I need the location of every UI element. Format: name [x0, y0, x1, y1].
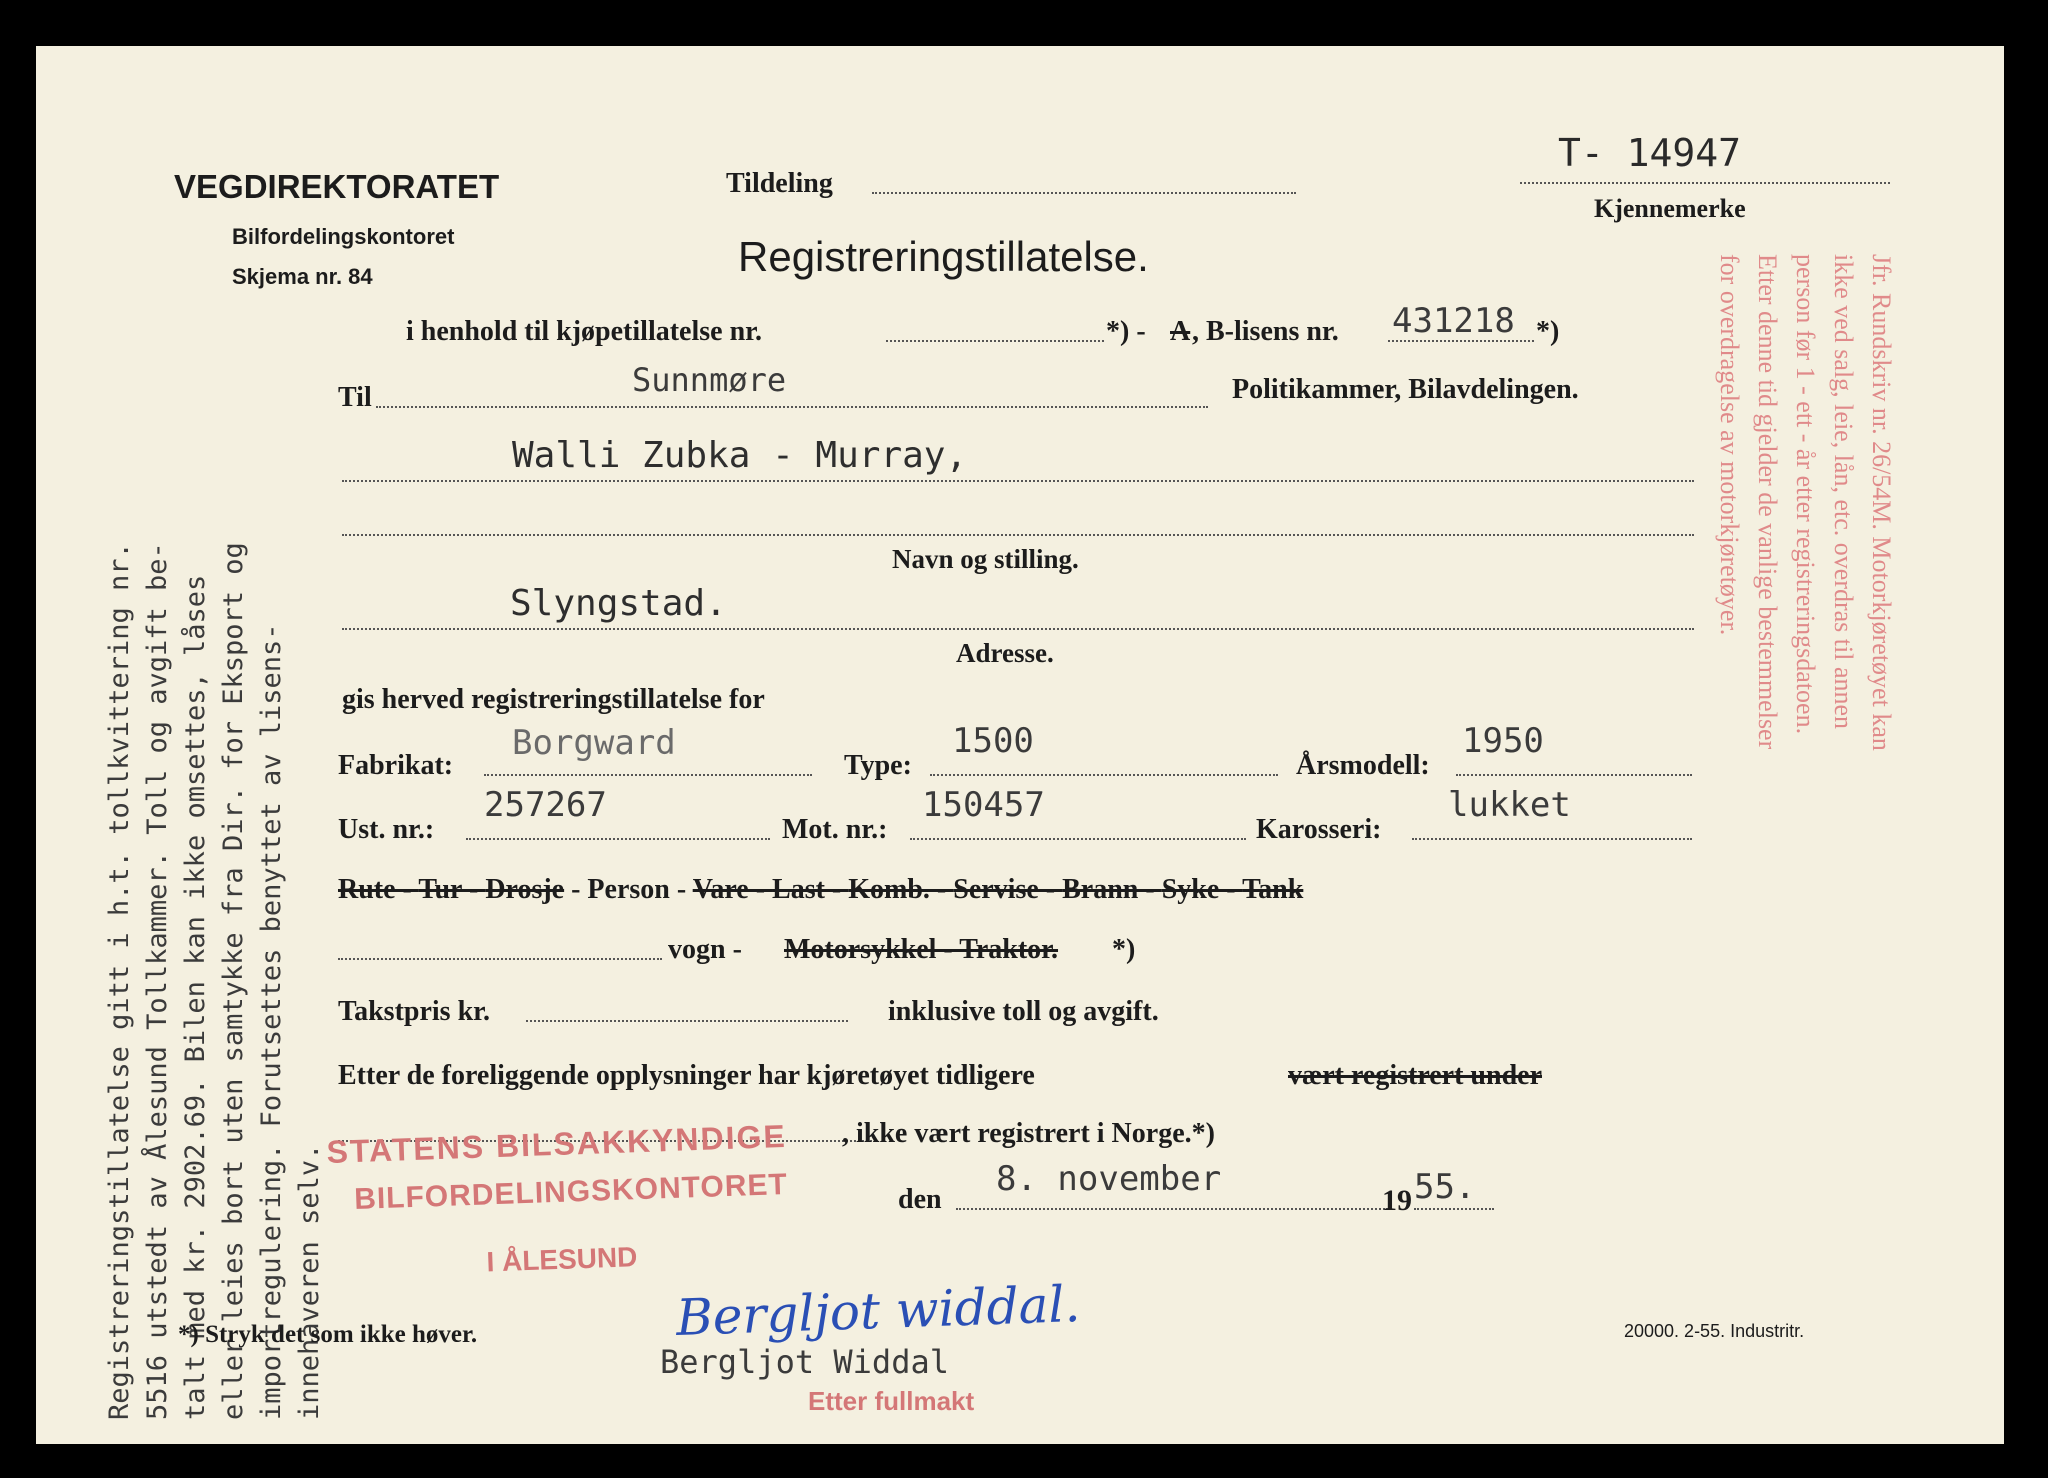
- den-label: den: [898, 1184, 942, 1215]
- left-note-line-3: talt med kr. 2902.69. Bilen kan ikke omsettes, låses: [180, 574, 211, 1420]
- type-value: 1500: [952, 721, 1034, 761]
- category-drosje: Drosje: [485, 874, 565, 905]
- left-note-line-5: importregulering. Forutsettes benyttet av lisens-: [256, 623, 287, 1420]
- right-note-line-2: ikke ved salg, leie, lån, etc. overdras til annen: [1829, 254, 1858, 730]
- kjennemerke-label: Kjennemerke: [1594, 194, 1746, 223]
- footnote: *) Stryk det som ikke høver.: [178, 1321, 478, 1348]
- schema-number: Skjema nr. 84: [232, 264, 373, 289]
- right-note-line-1: Jfr. Rundskriv nr. 26/54M. Motorkjøretøyet kan: [1867, 254, 1896, 751]
- stamp-line-3: I ÅLESUND: [485, 1241, 638, 1278]
- vogn-end: *): [1112, 934, 1136, 965]
- print-info: 20000. 2-55. Industritr.: [1624, 1321, 1805, 1341]
- category-komb: Komb. -: [848, 874, 954, 905]
- category-person: - Person -: [564, 874, 693, 905]
- line1-sep: *) -: [1106, 316, 1146, 347]
- vogn-label: vogn -: [668, 934, 742, 965]
- right-note-line-4: Etter denne tid gjelder de vanlige bestemmelser: [1753, 254, 1782, 750]
- category-servise: Servise -: [953, 874, 1063, 905]
- stamp-line-2: BILFORDELINGSKONTORET: [353, 1167, 789, 1217]
- til-value: Sunnmøre: [632, 361, 787, 399]
- tildeling-line: [872, 192, 1296, 194]
- category-tank: Tank: [1242, 874, 1304, 905]
- b-lisens-value: 431218: [1392, 301, 1515, 341]
- category-brann: Brann -: [1062, 874, 1162, 905]
- arsmodell-label: Årsmodell:: [1296, 750, 1430, 781]
- category-last: Last -: [772, 874, 849, 905]
- date-value: 8. november: [996, 1159, 1222, 1199]
- arsmodell-line: [1456, 774, 1692, 776]
- year-prefix: 19: [1382, 1184, 1412, 1217]
- left-note-line-1: Registreringstillatelse gitt i h.t. tollkvittering nr.: [104, 542, 135, 1420]
- registration-number: T- 14947: [1558, 131, 1742, 175]
- name-line-1: [342, 480, 1694, 482]
- mot-label: Mot. nr.:: [782, 814, 888, 845]
- fabrikat-label: Fabrikat:: [338, 750, 454, 781]
- til-suffix: Politikammer, Bilavdelingen.: [1232, 374, 1579, 405]
- kjopetillatelse-line: [886, 340, 1104, 342]
- mot-line: [910, 838, 1246, 840]
- left-note-line-2: 5516 utstedt av Ålesund Tollkammer. Toll og avgift be-: [142, 542, 173, 1420]
- right-note-line-5: for overdragelse av motorkjøretøyer.: [1715, 254, 1744, 636]
- a-lisens-struck: A: [1170, 316, 1191, 347]
- takstpris-suffix: inklusive toll og avgift.: [888, 996, 1159, 1027]
- right-note-line-3: person før 1 - ett - år etter registreringsdatoen.: [1791, 254, 1820, 735]
- org-name: VEGDIREKTORATET: [174, 168, 500, 205]
- reg-number-line: [1520, 182, 1890, 184]
- etter-struck: vært registrert under: [1288, 1060, 1542, 1091]
- name-caption: Navn og stilling.: [892, 544, 1079, 574]
- mot-value: 150457: [922, 785, 1045, 825]
- til-label: Til: [338, 382, 372, 413]
- fabrikat-line: [484, 774, 812, 776]
- signature: Bergljot widdal.: [675, 1274, 1082, 1348]
- category-vare: Vare -: [692, 874, 773, 905]
- tildeling-label: Tildeling: [726, 168, 833, 199]
- year-value: 55.: [1414, 1167, 1476, 1207]
- ikke-vaert-text: , ikke vært registrert i Norge.*): [842, 1118, 1215, 1149]
- karosseri-label: Karosseri:: [1256, 814, 1382, 845]
- vogn-struck: Motorsykkel - Traktor.: [784, 934, 1059, 965]
- signer-stamp: Etter fullmakt: [808, 1386, 975, 1416]
- category-syke: Syke -: [1161, 874, 1243, 905]
- signer-typed: Bergljot Widdal: [660, 1343, 949, 1381]
- left-note-line-6: innehaveren selv.: [294, 1143, 325, 1420]
- ust-line: [466, 838, 770, 840]
- gis-herved-text: gis herved registreringstillatelse for: [342, 684, 765, 715]
- vogn-line: [338, 958, 662, 960]
- year-line: [1414, 1208, 1494, 1210]
- stamp-line-1: STATENS BILSAKKYNDIGE: [325, 1117, 788, 1170]
- address-caption: Adresse.: [956, 638, 1054, 668]
- document-card: [36, 46, 2004, 1444]
- kjopetillatelse-label: i henhold til kjøpetillatelse nr.: [406, 316, 763, 347]
- date-line: [956, 1208, 1388, 1210]
- page-title: Registreringstillatelse.: [738, 233, 1149, 280]
- office-name: Bilfordelingskontoret: [232, 224, 455, 249]
- address-value: Slyngstad.: [510, 583, 727, 624]
- vehicle-category-row: [338, 876, 1303, 904]
- type-line: [930, 774, 1278, 776]
- arsmodell-value: 1950: [1462, 721, 1544, 761]
- karosseri-line: [1412, 838, 1692, 840]
- ust-label: Ust. nr.:: [338, 814, 435, 845]
- category-tur: Tur -: [418, 874, 486, 905]
- category-rute: Rute -: [338, 874, 419, 905]
- name-line-2: [342, 534, 1694, 536]
- etter-text: Etter de foreliggende opplysninger har kjøretøyet tidligere: [338, 1060, 1035, 1091]
- takstpris-line: [526, 1020, 848, 1022]
- fabrikat-value: Borgward: [512, 723, 676, 763]
- line1-end: *): [1536, 316, 1560, 347]
- b-lisens-line: [1388, 340, 1534, 342]
- b-lisens-label: , B-lisens nr.: [1192, 316, 1339, 347]
- ust-value: 257267: [484, 785, 607, 825]
- address-line: [342, 628, 1694, 630]
- takstpris-label: Takstpris kr.: [338, 996, 491, 1027]
- type-label: Type:: [844, 750, 912, 781]
- til-line: [376, 406, 1208, 408]
- name-value: Walli Zubka - Murray,: [512, 435, 968, 476]
- karosseri-value: lukket: [1448, 785, 1571, 825]
- left-note-line-4: eller leies bort uten samtykke fra Dir. for Eksport og: [218, 542, 249, 1420]
